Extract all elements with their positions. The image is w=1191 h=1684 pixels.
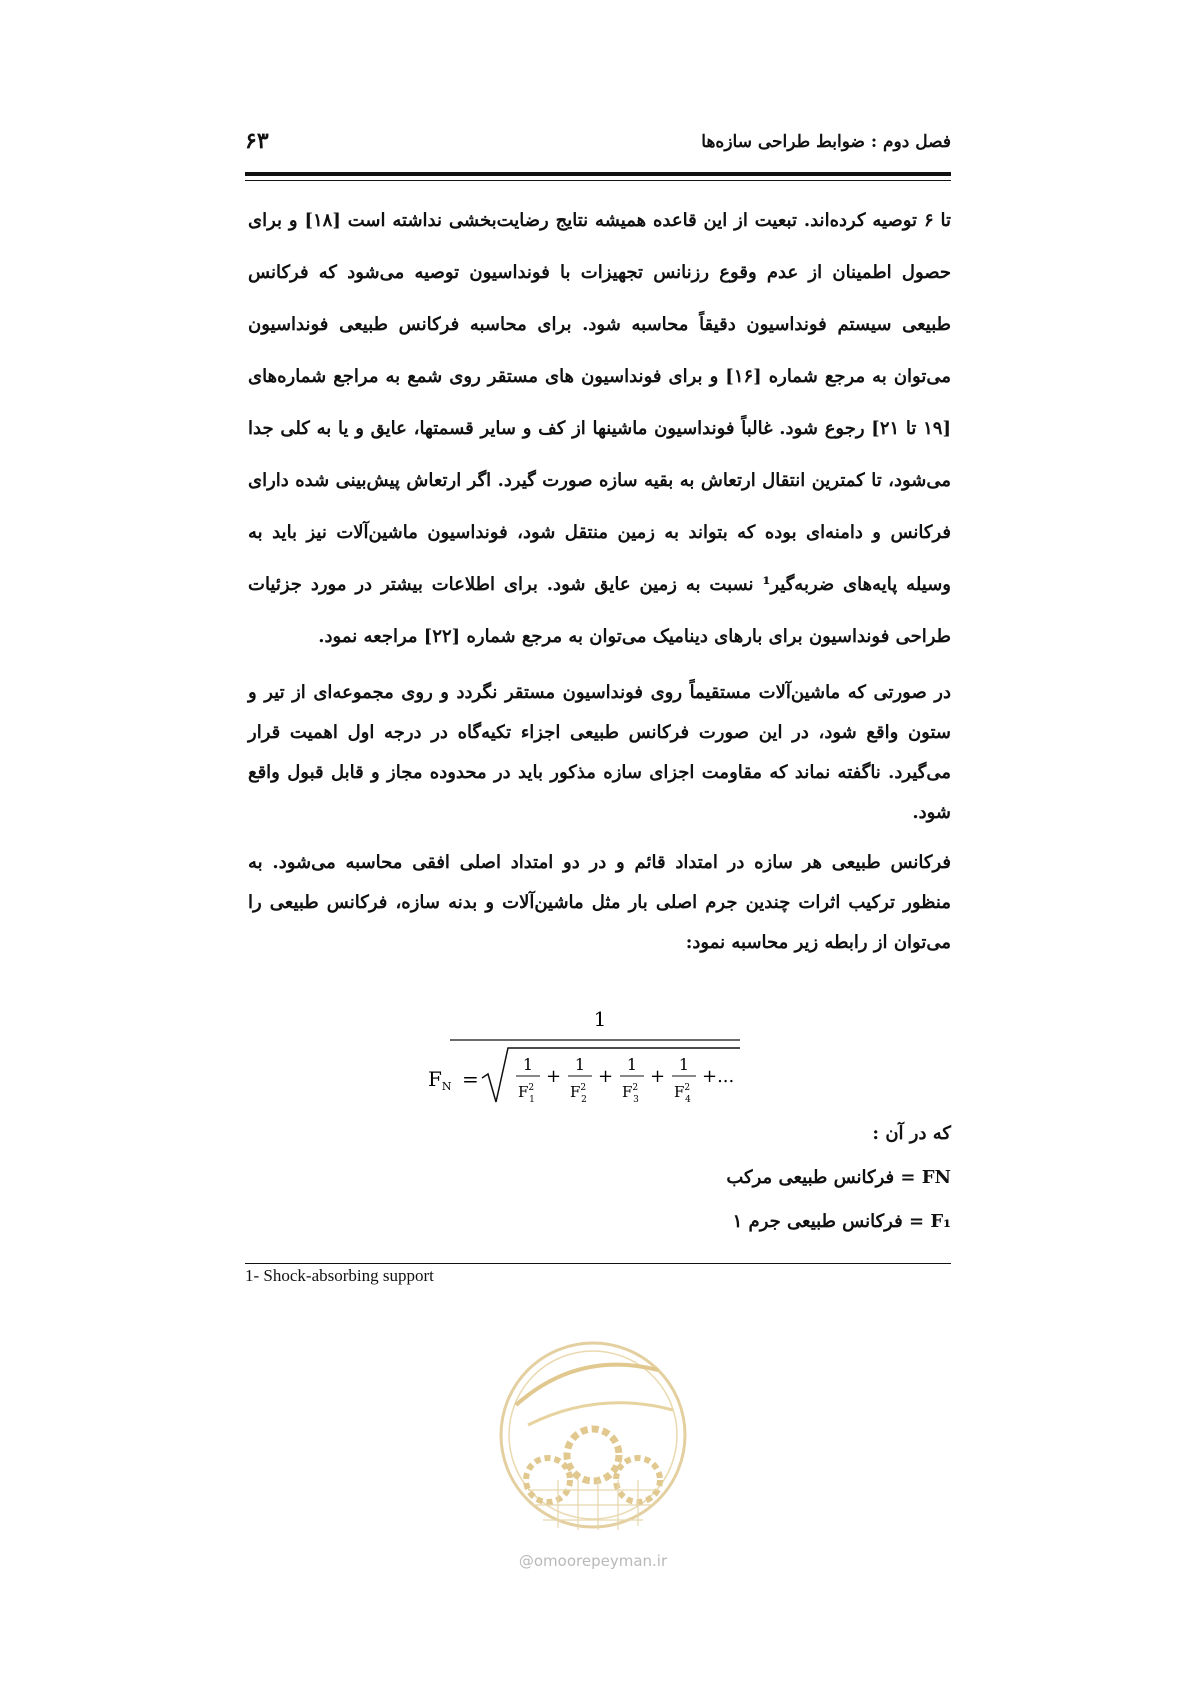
watermark-seal-icon bbox=[488, 1330, 698, 1545]
svg-text:F23: $F^2$ 3 bbox=[622, 1083, 639, 1105]
formula-numerator: 1 bbox=[593, 1007, 607, 1031]
paragraph-1: تا ۶ توصیه کرده‌اند. تبعیت از این قاعده همیشه نتایج رضایت‌بخشی نداشته است [۱۸] و برای حصول اطمینان از عدم وقوع رزنانس تجهیزات با فونداسیون توصیه می‌شود که فرکانس طبیعی سیستم فونداسیون دقیقاً محاسبه شود. برای محاسبه فرکانس طبیعی فونداسیون می‌توان به مرجع شماره [۱۶] و برای فونداسیون های مستقر روی شمع به مراجع شماره‌های [۱۹ تا ۲۱] رجوع شود. غالباً فونداسیون ماشینها از کف و سایر قسمتها، عایق و یا به کلی جدا می‌شود، تا کمترین انتقال ارتعاش به بقیه سازه صورت گیرد. اگر ارتعاش پیش‌بینی شده دارای فرکانس و دامنه‌ای بوده که بتواند به زمین منتقل شود، فونداسیون ماشین‌آلات نیز باید به وسیله پایه‌های ضربه‌گیر¹ نسبت به زمین عایق شود. برای اطلاعات بیشتر در مورد جزئیات طراحی فونداسیون برای بارهای دینامیک می‌توان به مرجع شماره [۲۲] مراجعه نمود. bbox=[248, 210, 952, 647]
svg-text:F22: $F^2$ 2 bbox=[570, 1083, 587, 1105]
header-rule-thin bbox=[245, 180, 951, 181]
page-header bbox=[245, 128, 951, 158]
definition-f1: F₁ = فرکانس طبیعی جرم ۱ bbox=[732, 1211, 951, 1232]
formula-plus-2: + bbox=[598, 1066, 614, 1087]
svg-text:1: 1 bbox=[678, 1055, 690, 1074]
formula-term-1 bbox=[516, 1055, 540, 1105]
formula-term-2 bbox=[568, 1055, 592, 1105]
chapter-title: فصل دوم : ضوابط طراحی سازه‌ها bbox=[701, 132, 951, 152]
svg-text:1: 1 bbox=[574, 1055, 586, 1074]
svg-text:F21: $F^2$ 1 bbox=[518, 1083, 535, 1105]
watermark-logo bbox=[488, 1330, 698, 1580]
footnote: 1- Shock-absorbing support bbox=[245, 1266, 434, 1285]
page-number: ۶۳ bbox=[245, 128, 269, 154]
body-text bbox=[248, 195, 951, 973]
formula-tail: +... bbox=[702, 1066, 735, 1087]
svg-text:1: 1 bbox=[626, 1055, 638, 1074]
definition-fn: FN = فرکانس طبیعی مرکب bbox=[726, 1167, 951, 1188]
formula-definitions bbox=[248, 1112, 951, 1244]
svg-text:1: 1 bbox=[522, 1055, 534, 1074]
svg-text:F24: $F^2$ 4 bbox=[674, 1083, 691, 1105]
formula-plus-1: + bbox=[546, 1066, 562, 1087]
footnote-rule bbox=[245, 1263, 951, 1264]
paragraph-3: فرکانس طبیعی هر سازه در امتداد قائم و در دو امتداد اصلی افقی محاسبه می‌شود. به منظور ترکیب اثرات چندین جرم اصلی بار مثل ماشین‌آلات و بدنه سازه، فرکانس طبیعی را می‌توان از رابطه زیر محاسبه نمود: bbox=[248, 852, 951, 953]
formula-plus-3: + bbox=[650, 1066, 666, 1087]
formula-term-4 bbox=[672, 1055, 696, 1105]
watermark-url: @omoorepeyman.ir bbox=[518, 1552, 668, 1570]
formula-term-3 bbox=[620, 1055, 644, 1105]
formula-lhs: $F_N$ bbox=[428, 1067, 452, 1093]
natural-frequency-formula bbox=[420, 1000, 740, 1110]
formula-equals: = bbox=[462, 1067, 479, 1091]
where-label: که در آن : bbox=[872, 1123, 951, 1144]
paragraph-2: در صورتی که ماشین‌آلات مستقیماً روی فونداسیون مستقر نگردد و روی مجموعه‌ای از تیر و ستون واقع شود، در این صورت فرکانس طبیعی اجزاء تکیه‌گاه در درجه اول اهمیت قرار می‌گیرد. ناگفته نماند که مقاومت اجزای سازه مذکور باید در محدوده مجاز و قابل قبول واقع شود. bbox=[248, 682, 951, 823]
header-rule-thick bbox=[245, 172, 951, 176]
